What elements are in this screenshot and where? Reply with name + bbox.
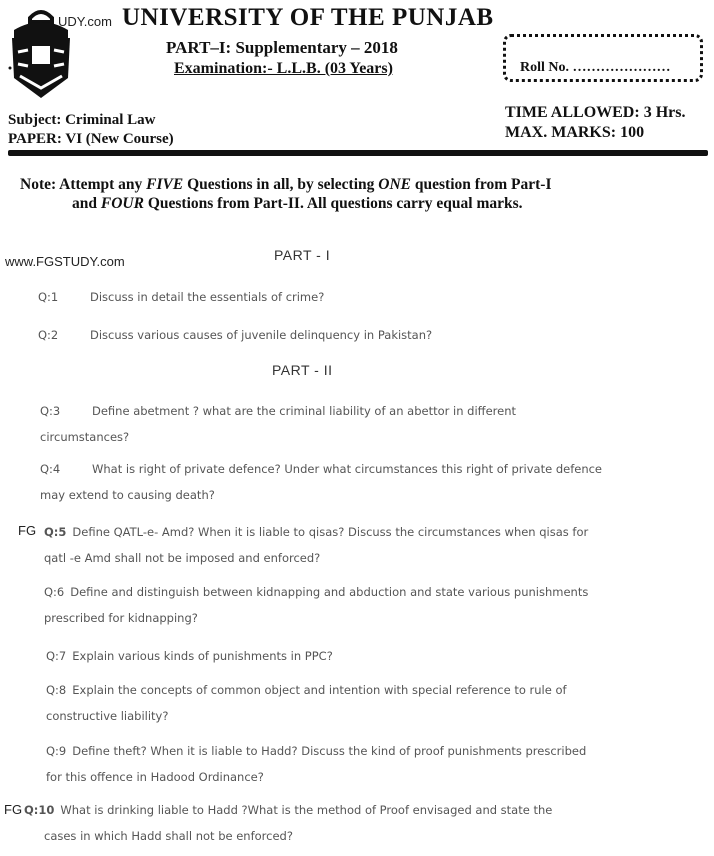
question-number: Q:5 xyxy=(44,525,67,539)
question-item xyxy=(46,677,686,729)
question-item xyxy=(38,284,678,310)
time-allowed: TIME ALLOWED: 3 Hrs. xyxy=(505,104,686,121)
instructions-note xyxy=(20,175,700,213)
question-text: Discuss in detail the essentials of crime? xyxy=(90,290,325,304)
question-text: Explain the concepts of common object and intention with special reference to rule of xyxy=(72,683,567,697)
question-text: circumstances? xyxy=(40,430,130,444)
question-text: Define theft? When it is liable to Hadd? Discuss the kind of proof punishments prescribed xyxy=(72,744,587,758)
question-item xyxy=(40,398,680,450)
question-text: prescribed for kidnapping? xyxy=(44,611,198,625)
site-watermark: www.FGSTUDY.com xyxy=(5,254,125,269)
question-number: Q:3 xyxy=(40,404,61,418)
university-title: UNIVERSITY OF THE PUNJAB xyxy=(122,4,494,31)
question-text: Define QATL-e- Amd? When it is liable to qisas? Discuss the circumstances when qisas for xyxy=(72,525,589,539)
question-number: Q:6 xyxy=(44,585,65,599)
question-item xyxy=(46,738,686,790)
fg-watermark: FG xyxy=(18,523,37,538)
max-marks: MAX. MARKS: 100 xyxy=(505,124,645,141)
question-item xyxy=(24,797,664,849)
question-number: Q:4 xyxy=(40,462,61,476)
watermark-text: UDY.com xyxy=(58,14,112,29)
part-1-heading: PART - I xyxy=(274,247,331,263)
question-item xyxy=(44,579,684,631)
question-text: cases in which Hadd shall not be enforced? xyxy=(44,829,293,843)
note-text: Questions in all, by selecting xyxy=(183,176,379,193)
exam-part-line: PART–I: Supplementary – 2018 xyxy=(166,38,398,57)
question-text: What is drinking liable to Hadd ?What is the method of Proof envisaged and state the xyxy=(60,803,553,817)
question-text: for this offence in Hadood Ordinance? xyxy=(46,770,264,784)
question-number: Q:7 xyxy=(46,649,67,663)
subject-label: Subject: Criminal Law xyxy=(8,112,156,128)
roll-number-box xyxy=(503,34,703,82)
note-emphasis: FOUR xyxy=(100,195,144,212)
question-number: Q:1 xyxy=(38,290,59,304)
paper-label: PAPER: VI (New Course) xyxy=(8,131,174,147)
part-2-heading: PART - II xyxy=(272,362,333,378)
question-text: Define and distinguish between kidnapping and abduction and state various punishments xyxy=(70,585,589,599)
question-item xyxy=(46,643,686,669)
header-divider xyxy=(8,150,708,156)
question-text: may extend to causing death? xyxy=(40,488,215,502)
question-text: Explain various kinds of punishments in PPC? xyxy=(72,649,333,663)
question-text: Discuss various causes of juvenile delinquency in Pakistan? xyxy=(90,328,433,342)
note-text: Questions from Part-II. All questions carry equal marks. xyxy=(143,195,523,212)
question-item xyxy=(40,456,680,508)
note-text: and xyxy=(72,195,101,212)
question-text: qatl -e Amd shall not be imposed and enforced? xyxy=(44,551,321,565)
note-text: Note: Attempt any xyxy=(20,176,147,193)
question-number: Q:2 xyxy=(38,328,59,342)
note-emphasis: ONE xyxy=(378,176,411,193)
note-emphasis: FIVE xyxy=(146,176,184,193)
question-text: Define abetment ? what are the criminal liability of an abettor in different xyxy=(92,404,516,418)
note-text: question from Part-I xyxy=(411,176,552,193)
question-text: constructive liability? xyxy=(46,709,169,723)
question-number: Q:8 xyxy=(46,683,67,697)
question-item xyxy=(44,519,684,571)
examination-line: Examination:- L.L.B. (03 Years) xyxy=(174,60,393,77)
question-item xyxy=(38,322,678,348)
fg-watermark: FG xyxy=(4,802,23,817)
roll-number-label: Roll No. ………………… xyxy=(520,60,671,75)
question-number: Q:9 xyxy=(46,744,67,758)
question-text: What is right of private defence? Under what circumstances this right of private defence xyxy=(92,462,603,476)
question-number: Q:10 xyxy=(24,803,55,817)
